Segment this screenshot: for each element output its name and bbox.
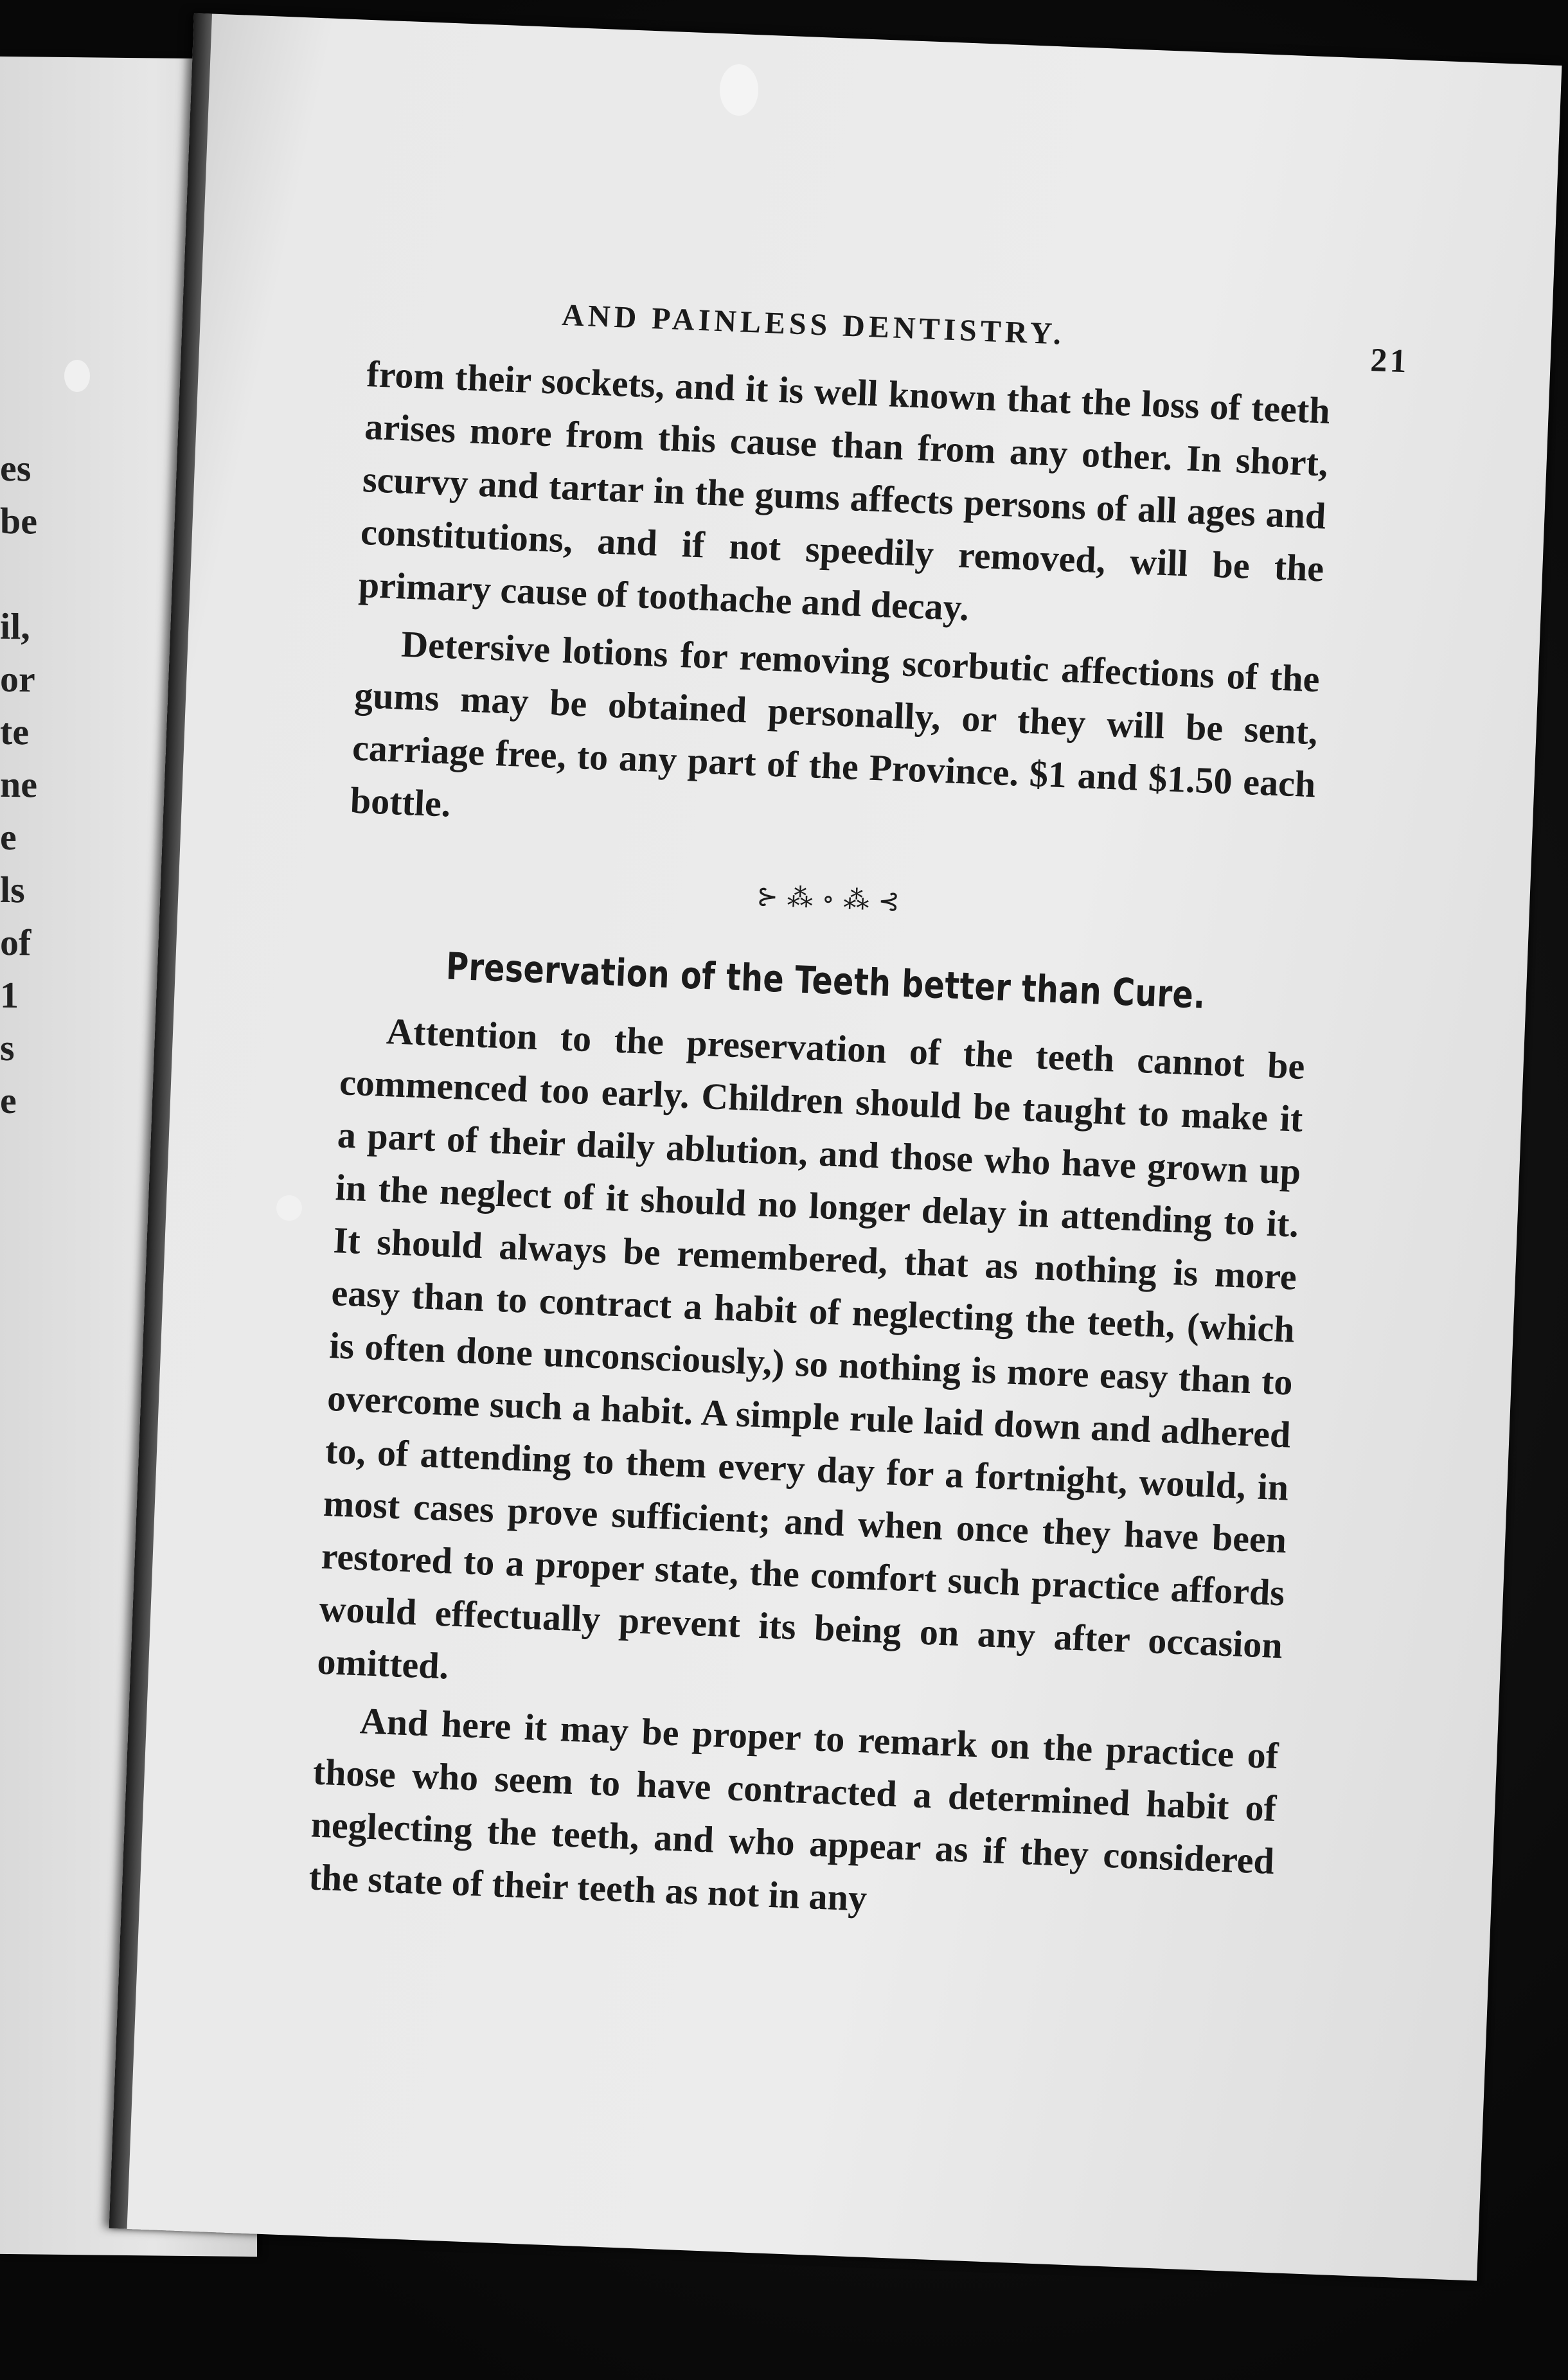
fragment-line: or <box>0 657 35 700</box>
scan-speck <box>720 64 758 116</box>
fragment-line: of <box>0 921 31 964</box>
paragraph-preservation: Attention to the preservation of the teeth cannot be commenced too early. Children should be taught to make it a part of their daily ablution, and those who have grown up in the neglect of it should no longer delay in attending to it. It should always be remembered, that as nothing is more easy than to contract a habit of neglecting the teeth, (which is often done unconsciously,) so nothing is more easy than to overcome such a habit. A simple rule laid down and adhered to, of attending to them every day for a fortnight, would, in most cases prove sufficient; and when once they have been restored to a proper state, the comfort such practice affords would effectually prevent its being on any after occasion omitted. <box>316 1010 1306 1687</box>
fragment-line: e <box>0 1079 17 1122</box>
fragment-line: s <box>0 1026 15 1069</box>
fragment-line: e <box>0 815 17 858</box>
section-heading: Preservation of the Teeth better than Cure. <box>445 944 1206 1017</box>
paragraph-detersive-lotions: Detersive lotions for removing scorbutic affections of the gums may be obtained personally, or they will be sent, carriage free, to any part of the Province. $1 and $1.50 each bottle. <box>349 623 1321 825</box>
scan-speck <box>64 360 90 392</box>
book-page <box>109 13 1562 2280</box>
fragment-line <box>0 547 39 601</box>
fragment-line: il, <box>0 605 30 648</box>
fragment-line: te <box>0 710 30 753</box>
paragraph-practice: And here it may be proper to remark on the practice of those who seem to have contracted a determined habit of neglecting the teeth, and who appear as if they considered the state of their teeth as not in any <box>308 1700 1279 1919</box>
fragment-line: be <box>0 499 37 542</box>
fragment-line: ls <box>0 868 25 911</box>
previous-page-line-fragments <box>0 442 39 1128</box>
page-number: 21 <box>1369 342 1410 380</box>
scan-speck <box>276 1195 302 1221</box>
section-divider-ornament: ⊱ ⁂ ∘ ⁂ ⊰ <box>756 882 902 916</box>
paragraph-continuation: from their sockets, and it is well known that the loss of teeth arises more from this cause than from any other. In short, scurvy and tartar in the gums affects persons of all ages and constitutions, and if not speedily removed, will be the primary cause of toothache and decay. <box>357 353 1331 629</box>
running-head-title: AND PAINLESS DENTISTRY. <box>561 298 1066 351</box>
fragment-line: ne <box>0 763 37 806</box>
page-content <box>308 290 1410 1940</box>
fragment-line: 1 <box>0 973 19 1017</box>
fragment-line: es <box>0 447 31 490</box>
